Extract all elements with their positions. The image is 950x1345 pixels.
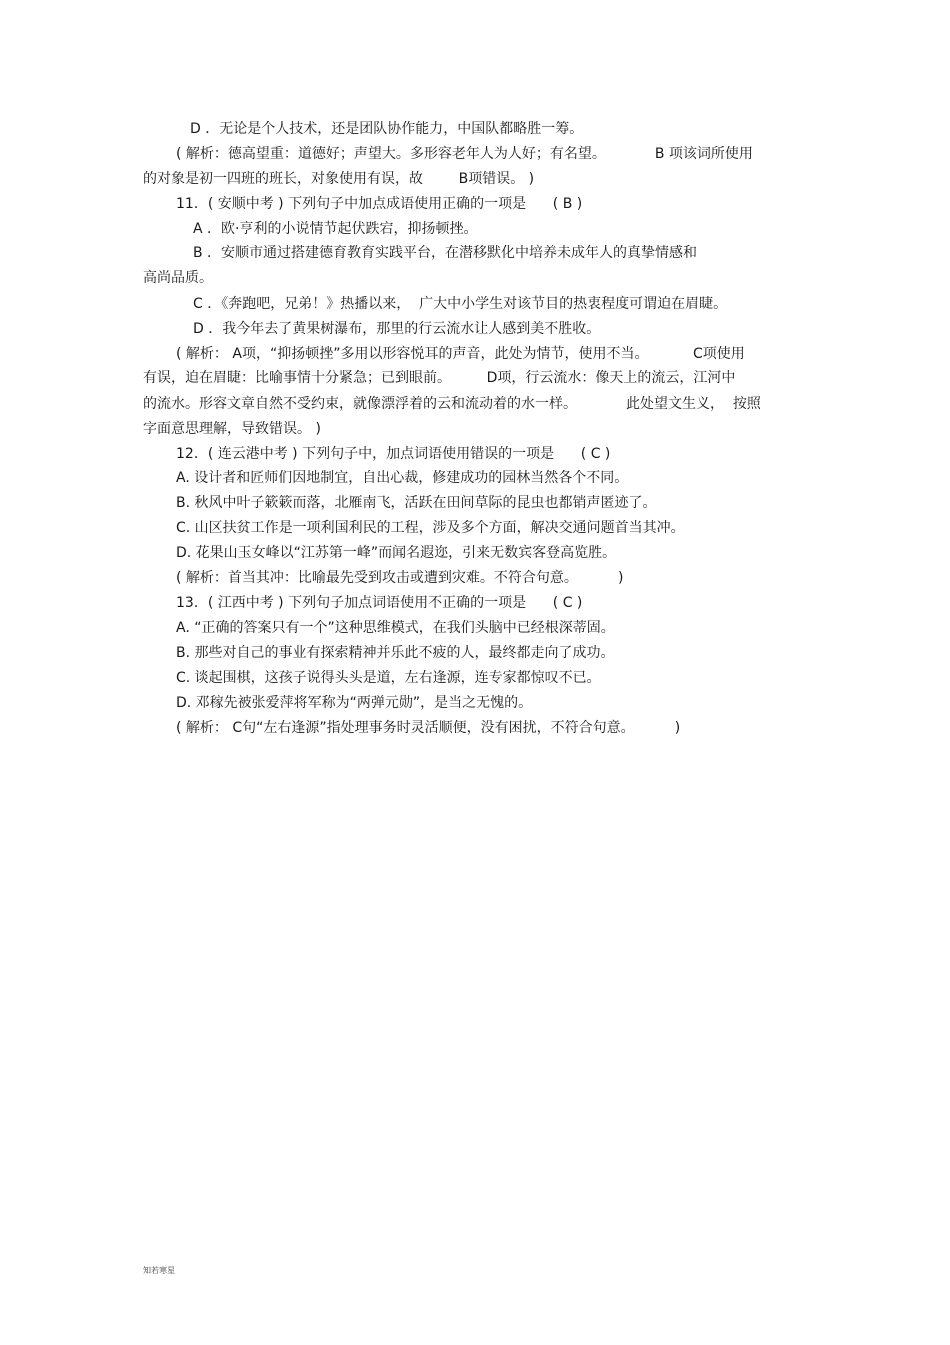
analysis-line: ( 解析： C句“左右逢源”指处理事务时灵活顺便，没有困扰，不符合句意。 ) [176, 720, 681, 736]
analysis-line: 的流水。形容文章自然不受约束，就像漂浮着的云和流动着的水一样。 此处望文生义， 按照 [143, 396, 761, 412]
analysis-line: ( 解析：德高望重：道德好；声望大。多形容老年人为人好；有名望。 B 项该词所使用 [176, 146, 753, 162]
analysis-line: ( 解析： A项，“抑扬顿挫”多用以形容悦耳的声音，此处为情节，使用不当。 C项使用 [176, 346, 745, 362]
option-d-line: D. 花果山玉女峰以“江苏第一峰”而闻名遐迩，引来无数宾客登高览胜。 [176, 545, 617, 561]
option-b-line: B ．安顺市通过搭建德育教育实践平台，在潜移默化中培养未成年人的真挚情感和 [193, 245, 698, 261]
option-d-line: D. 邓稼先被张爱萍将军称为“两弹元勋”，是当之无愧的。 [176, 695, 533, 711]
option-d-line: D ．我今年去了黄果树瀑布，那里的行云流水让人感到美不胜收。 [193, 321, 601, 337]
option-a-line: A. 设计者和匠师们因地制宜，自出心裁，修建成功的园林当然各个不同。 [176, 470, 629, 486]
page-footer: 知若寒星 [143, 1266, 175, 1275]
option-a-line: A ．欧·亨利的小说情节起伏跌宕，抑扬顿挫。 [193, 221, 478, 237]
analysis-line: 的对象是初一四班的班长，对象使用有误，故 B项错误。 ) [143, 171, 535, 187]
analysis-line: ( 解析：首当其冲：比喻最先受到攻击或遭到灾难。不符合句意。 ) [176, 570, 624, 586]
option-c-line: C ．《奔跑吧，兄弟！》热播以来， 广大中小学生对该节目的热衷程度可谓迫在眉睫。 [193, 296, 728, 312]
option-c-line: C. 谈起围棋，这孩子说得头头是道，左右逢源，连专家都惊叹不已。 [176, 670, 601, 686]
option-b-line: B. 那些对自己的事业有探索精神并乐此不疲的人，最终都走向了成功。 [176, 645, 615, 661]
question-11-stem: 11．( 安顺中考 ) 下列句子中加点成语使用正确的一项是 ( B ) [176, 196, 583, 212]
option-a-line: A. “正确的答案只有一个”这种思维模式，在我们头脑中已经根深蒂固。 [176, 620, 615, 636]
option-b-continuation: 高尚品质。 [143, 270, 213, 286]
analysis-line: 有误，迫在眉睫：比喻事情十分紧急；已到眼前。 D项，行云流水：像天上的流云，江河中 [143, 370, 736, 386]
analysis-line: 字面意思理解，导致错误。 ) [143, 421, 321, 437]
question-12-stem: 12．( 连云港中考 ) 下列句子中，加点词语使用错误的一项是 ( C ) [176, 446, 611, 462]
option-b-line: B. 秋风中叶子簌簌而落，北雁南飞，活跃在田间草际的昆虫也都销声匿迹了。 [176, 495, 657, 511]
option-d-line: D ．无论是个人技术，还是团队协作能力，中国队都略胜一筹。 [190, 121, 584, 137]
option-c-line: C. 山区扶贫工作是一项利国利民的工程，涉及多个方面，解决交通问题首当其冲。 [176, 520, 685, 536]
question-13-stem: 13．( 江西中考 ) 下列句子加点词语使用不正确的一项是 ( C ) [176, 595, 583, 611]
